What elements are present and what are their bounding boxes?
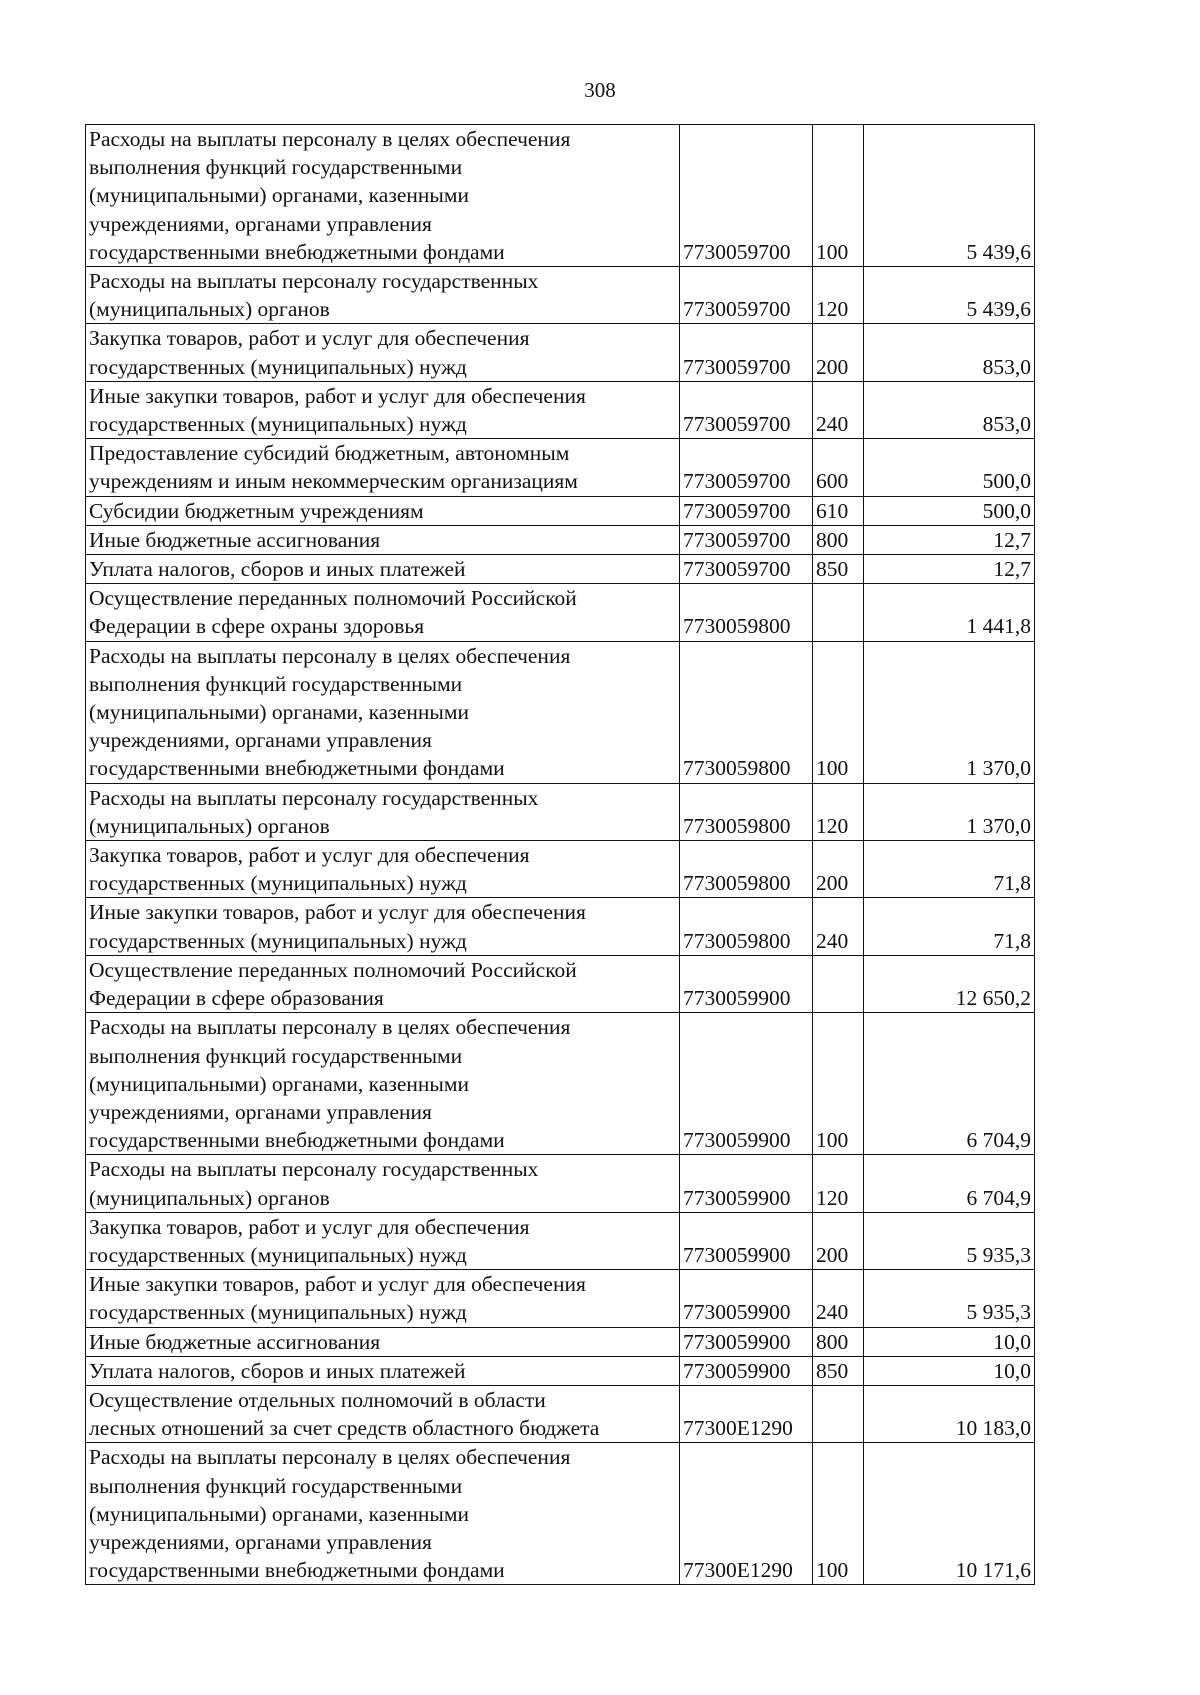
amount-cell: 1 370,0 (864, 641, 1035, 783)
amount-cell: 71,8 (864, 841, 1035, 898)
table-row (86, 1443, 1035, 1585)
budget-table (85, 124, 1035, 1585)
description-cell: Осуществление переданных полномочий Российской Федерации в сфере охраны здоровья (86, 584, 680, 641)
expense-type-cell: 200 (813, 841, 864, 898)
expense-type-cell: 800 (813, 1327, 864, 1356)
amount-cell: 853,0 (864, 381, 1035, 438)
expense-type-cell: 120 (813, 783, 864, 840)
table-row (86, 125, 1035, 267)
expense-type-cell: 800 (813, 525, 864, 554)
expense-type-cell: 100 (813, 125, 864, 267)
target-article-code-cell: 7730059800 (680, 898, 813, 955)
description-cell: Расходы на выплаты персоналу в целях обеспечения выполнения функций государственными (муниципальными) органами, казенными учреждениями, органами управления государственными внебюджетными фондами (86, 641, 680, 783)
target-article-code-cell: 7730059900 (680, 955, 813, 1012)
table-row (86, 1327, 1035, 1356)
expense-type-cell: 100 (813, 641, 864, 783)
description-cell: Расходы на выплаты персоналу в целях обеспечения выполнения функций государственными (муниципальными) органами, казенными учреждениями, органами управления государственными внебюджетными фондами (86, 1443, 680, 1585)
target-article-code-cell: 7730059700 (680, 267, 813, 324)
description-cell: Осуществление переданных полномочий Российской Федерации в сфере образования (86, 955, 680, 1012)
amount-cell: 853,0 (864, 324, 1035, 381)
amount-cell: 500,0 (864, 439, 1035, 496)
target-article-code-cell: 7730059800 (680, 783, 813, 840)
expense-type-cell: 200 (813, 324, 864, 381)
amount-cell: 5 439,6 (864, 125, 1035, 267)
expense-type-cell: 850 (813, 1356, 864, 1385)
expense-type-cell: 600 (813, 439, 864, 496)
target-article-code-cell: 7730059700 (680, 125, 813, 267)
budget-table-body (86, 125, 1035, 1585)
expense-type-cell: 240 (813, 898, 864, 955)
amount-cell: 10 171,6 (864, 1443, 1035, 1585)
expense-type-cell: 240 (813, 1270, 864, 1327)
table-row (86, 783, 1035, 840)
expense-type-cell: 850 (813, 555, 864, 584)
expense-type-cell: 100 (813, 1013, 864, 1155)
description-cell: Осуществление отдельных полномочий в области лесных отношений за счет средств областного бюджета (86, 1385, 680, 1442)
table-row (86, 267, 1035, 324)
target-article-code-cell: 7730059900 (680, 1212, 813, 1269)
expense-type-cell (813, 584, 864, 641)
target-article-code-cell: 7730059900 (680, 1013, 813, 1155)
target-article-code-cell: 7730059900 (680, 1155, 813, 1212)
description-cell: Расходы на выплаты персоналу государственных (муниципальных) органов (86, 1155, 680, 1212)
description-cell: Иные бюджетные ассигнования (86, 1327, 680, 1356)
table-row (86, 1385, 1035, 1442)
expense-type-cell: 200 (813, 1212, 864, 1269)
description-cell: Расходы на выплаты персоналу государственных (муниципальных) органов (86, 783, 680, 840)
amount-cell: 5 439,6 (864, 267, 1035, 324)
table-row (86, 1013, 1035, 1155)
description-cell: Иные закупки товаров, работ и услуг для обеспечения государственных (муниципальных) нужд (86, 898, 680, 955)
table-row (86, 584, 1035, 641)
table-row (86, 525, 1035, 554)
amount-cell: 6 704,9 (864, 1013, 1035, 1155)
target-article-code-cell: 7730059700 (680, 525, 813, 554)
description-cell: Уплата налогов, сборов и иных платежей (86, 555, 680, 584)
description-cell: Расходы на выплаты персоналу государственных (муниципальных) органов (86, 267, 680, 324)
description-cell: Иные закупки товаров, работ и услуг для обеспечения государственных (муниципальных) нужд (86, 381, 680, 438)
description-cell: Расходы на выплаты персоналу в целях обеспечения выполнения функций государственными (муниципальными) органами, казенными учреждениями, органами управления государственными внебюджетными фондами (86, 125, 680, 267)
amount-cell: 6 704,9 (864, 1155, 1035, 1212)
amount-cell: 10 183,0 (864, 1385, 1035, 1442)
target-article-code-cell: 7730059900 (680, 1270, 813, 1327)
description-cell: Предоставление субсидий бюджетным, автономным учреждениям и иным некоммерческим организациям (86, 439, 680, 496)
amount-cell: 1 441,8 (864, 584, 1035, 641)
target-article-code-cell: 7730059700 (680, 439, 813, 496)
expense-type-cell: 240 (813, 381, 864, 438)
description-cell: Субсидии бюджетным учреждениям (86, 496, 680, 525)
amount-cell: 5 935,3 (864, 1212, 1035, 1269)
table-row (86, 1212, 1035, 1269)
table-row (86, 841, 1035, 898)
amount-cell: 12,7 (864, 525, 1035, 554)
table-row (86, 496, 1035, 525)
target-article-code-cell: 7730059900 (680, 1356, 813, 1385)
table-row (86, 1356, 1035, 1385)
amount-cell: 12,7 (864, 555, 1035, 584)
target-article-code-cell: 7730059700 (680, 324, 813, 381)
description-cell: Иные закупки товаров, работ и услуг для обеспечения государственных (муниципальных) нужд (86, 1270, 680, 1327)
target-article-code-cell: 7730059700 (680, 496, 813, 525)
amount-cell: 10,0 (864, 1327, 1035, 1356)
target-article-code-cell: 7730059700 (680, 381, 813, 438)
amount-cell: 71,8 (864, 898, 1035, 955)
expense-type-cell (813, 955, 864, 1012)
description-cell: Расходы на выплаты персоналу в целях обеспечения выполнения функций государственными (муниципальными) органами, казенными учреждениями, органами управления государственными внебюджетными фондами (86, 1013, 680, 1155)
table-row (86, 898, 1035, 955)
description-cell: Уплата налогов, сборов и иных платежей (86, 1356, 680, 1385)
target-article-code-cell: 7730059800 (680, 641, 813, 783)
amount-cell: 500,0 (864, 496, 1035, 525)
amount-cell: 10,0 (864, 1356, 1035, 1385)
table-row (86, 955, 1035, 1012)
expense-type-cell (813, 1385, 864, 1442)
target-article-code-cell: 7730059800 (680, 584, 813, 641)
table-row (86, 1270, 1035, 1327)
target-article-code-cell: 7730059900 (680, 1327, 813, 1356)
table-row (86, 381, 1035, 438)
amount-cell: 12 650,2 (864, 955, 1035, 1012)
table-row (86, 555, 1035, 584)
description-cell: Иные бюджетные ассигнования (86, 525, 680, 554)
expense-type-cell: 100 (813, 1443, 864, 1585)
expense-type-cell: 610 (813, 496, 864, 525)
amount-cell: 5 935,3 (864, 1270, 1035, 1327)
target-article-code-cell: 7730059700 (680, 555, 813, 584)
expense-type-cell: 120 (813, 1155, 864, 1212)
description-cell: Закупка товаров, работ и услуг для обеспечения государственных (муниципальных) нужд (86, 841, 680, 898)
expense-type-cell: 120 (813, 267, 864, 324)
description-cell: Закупка товаров, работ и услуг для обеспечения государственных (муниципальных) нужд (86, 324, 680, 381)
table-row (86, 641, 1035, 783)
table-row (86, 324, 1035, 381)
target-article-code-cell: 7730059800 (680, 841, 813, 898)
description-cell: Закупка товаров, работ и услуг для обеспечения государственных (муниципальных) нужд (86, 1212, 680, 1269)
target-article-code-cell: 77300Е1290 (680, 1443, 813, 1585)
target-article-code-cell: 77300Е1290 (680, 1385, 813, 1442)
amount-cell: 1 370,0 (864, 783, 1035, 840)
table-row (86, 1155, 1035, 1212)
table-row (86, 439, 1035, 496)
page-number: 308 (584, 78, 616, 102)
